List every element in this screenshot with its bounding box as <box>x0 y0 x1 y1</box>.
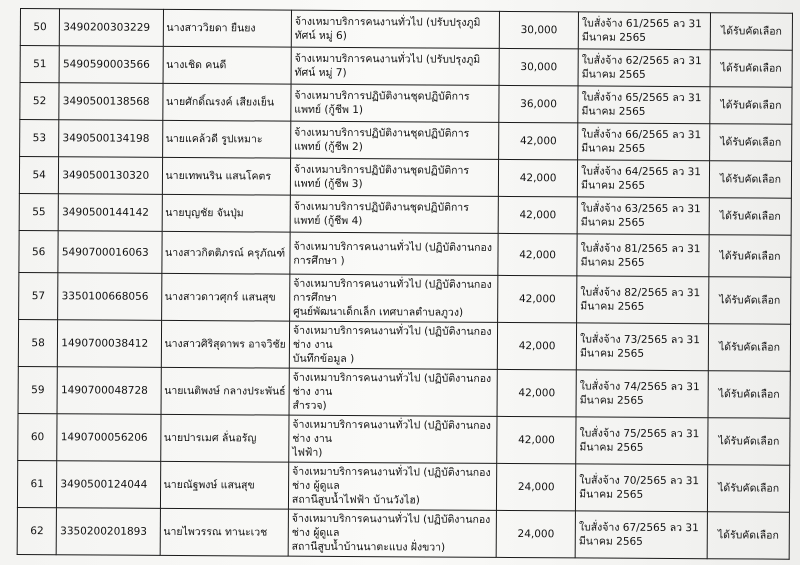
order-reference <box>578 49 710 87</box>
amount: 42,000 <box>497 416 576 463</box>
reference-line: ใบสั่งจ้าง 75/2565 ลว 31 <box>579 427 700 441</box>
reference-line: ใบสั่งจ้าง 81/2565 ลว 31 <box>580 241 701 255</box>
table-row <box>19 193 791 235</box>
job-description <box>288 462 497 510</box>
id-number: 3490500144142 <box>58 194 161 232</box>
table-row <box>18 413 790 465</box>
row-number: 62 <box>17 507 57 554</box>
selection-result: ได้รับคัดเลือก <box>710 124 792 161</box>
reference-line: ใบสั่งจ้าง 82/2565 ลว 31 <box>580 286 701 300</box>
amount: 42,000 <box>498 275 577 322</box>
job-line: จ้างเหมาบริการปฏิบัติงานชุดปฏิบัติการแพทย์ (กู้ชีพ 3) <box>293 163 470 191</box>
row-number: 55 <box>19 193 59 230</box>
reference-line: มีนาคม 2565 <box>579 394 644 407</box>
selection-result: ได้รับคัดเลือก <box>710 87 792 124</box>
amount: 24,000 <box>497 463 576 510</box>
job-line: จ้างเหมาบริการคนงานทั่วไป (ปฏิบัติงานกองช่าง งาน <box>292 418 491 445</box>
person-name: นายณัฐพงษ์ แสนสุข <box>160 461 289 509</box>
amount: 42,000 <box>497 369 576 416</box>
reference-line: มีนาคม 2565 <box>581 105 646 118</box>
row-number: 54 <box>19 157 59 194</box>
table-row <box>18 366 790 418</box>
reference-line: ใบสั่งจ้าง 67/2565 ลว 31 <box>578 521 699 535</box>
selection-result: ได้รับคัดเลือก <box>708 324 790 371</box>
reference-line: มีนาคม 2565 <box>581 68 646 81</box>
id-number: 3490500124044 <box>57 461 160 509</box>
reference-line: มีนาคม 2565 <box>580 255 645 269</box>
id-number: 3490500134198 <box>59 120 162 158</box>
job-description <box>289 415 498 463</box>
id-number: 3490500130320 <box>59 157 162 195</box>
amount: 42,000 <box>499 159 578 196</box>
order-reference <box>576 323 708 371</box>
job-description <box>291 84 499 122</box>
table-row <box>20 120 792 162</box>
selection-results-table <box>17 8 793 560</box>
job-line: จ้างเหมาบริการปฏิบัติงานชุดปฏิบัติการแพทย์ (กู้ชีพ 1) <box>294 89 470 117</box>
reference-line: ใบสั่งจ้าง 66/2565 ลว 31 <box>581 128 702 142</box>
person-name: นายบุญชัย จันปุ่ม <box>162 194 291 232</box>
job-description <box>291 121 499 159</box>
order-reference <box>578 12 710 50</box>
amount: 42,000 <box>498 233 577 275</box>
job-description <box>288 509 497 557</box>
reference-line: ใบสั่งจ้าง 74/2565 ลว 31 <box>579 380 700 394</box>
job-description <box>290 195 498 233</box>
reference-line: ใบสั่งจ้าง 70/2565 ลว 31 <box>579 474 700 488</box>
row-number: 61 <box>17 460 57 507</box>
job-description <box>289 321 498 369</box>
reference-line: มีนาคม 2565 <box>580 216 645 229</box>
row-number: 60 <box>18 413 58 460</box>
job-line: สถานีสูบน้ำไฟฟ้า บ้านวังไฮ) <box>291 493 420 507</box>
row-number: 56 <box>19 230 59 272</box>
job-line: บันทึกข้อมูล ) <box>292 352 355 366</box>
reference-line: ใบสั่งจ้าง 62/2565 ลว 31 <box>581 54 702 68</box>
id-number: 3350100668056 <box>58 273 161 321</box>
person-name: นายแคล้วดี รูปเหมาะ <box>162 120 291 158</box>
selection-result: ได้รับคัดเลือก <box>710 13 792 50</box>
job-line: จ้างเหมาบริการคนงานทั่วไป (ปฏิบัติงานกองช่าง ผู้ดูแล <box>291 512 491 539</box>
job-line: สถานีสูบน้ำบ้านนาตะแบง ฝั่งขวา) <box>291 540 446 554</box>
table-body <box>17 9 792 560</box>
person-name: นางสาวศิริสุดาพร อาจวิชัย <box>161 320 290 368</box>
table-row <box>20 9 792 51</box>
row-number: 52 <box>20 83 60 120</box>
job-line: จ้างเหมาบริการคนงานทั่วไป (ปรับปรุงภูมิทัศน์ หมู่ 6) <box>294 15 481 42</box>
selection-result: ได้รับคัดเลือก <box>709 277 791 324</box>
reference-line: มีนาคม 2565 <box>581 31 646 44</box>
table-row <box>19 157 791 199</box>
person-name: นายเทพนริน แสนโคตร <box>162 157 291 195</box>
row-number: 57 <box>19 272 59 319</box>
reference-line: ใบสั่งจ้าง 73/2565 ลว 31 <box>580 333 700 347</box>
person-name: นางสาวดาวศุกร์ แสนสุข <box>161 273 290 321</box>
id-number: 1490700048728 <box>57 367 160 415</box>
table-row <box>18 319 790 371</box>
selection-result: ได้รับคัดเลือก <box>708 418 790 465</box>
row-number: 59 <box>18 366 58 413</box>
job-line: ศูนย์พัฒนาเด็กเล็ก เทศบาลตำบลภูวง) <box>293 305 464 319</box>
order-reference <box>577 197 709 235</box>
order-reference <box>575 511 707 559</box>
job-line: จ้างเหมาบริการคนงานทั่วไป (ปฏิบัติงานกองช่าง งาน <box>292 324 492 351</box>
order-reference <box>578 123 710 161</box>
person-name: นายศักดิ์ณรงค์ เสียงเย็น <box>162 83 291 121</box>
amount: 42,000 <box>498 196 577 233</box>
person-name: นายปารเมศ ลั่นอรัญ <box>160 414 289 462</box>
job-line: จ้างเหมาบริการคนงานทั่วไป (ปฏิบัติงานกองช่าง งาน <box>292 371 492 398</box>
row-number: 53 <box>20 120 60 157</box>
job-line: จ้างเหมาบริการคนงานทั่วไป (ปรับปรุงภูมิทัศน์ หมู่ 7) <box>294 52 481 79</box>
reference-line: มีนาคม 2565 <box>581 179 646 192</box>
id-number: 1490700038412 <box>58 320 161 368</box>
job-line: จ้างเหมาบริการคนงานทั่วไป (ปฏิบัติงานกองการศึกษา <box>293 277 492 304</box>
selection-result: ได้รับคัดเลือก <box>707 512 789 559</box>
order-reference <box>576 417 708 465</box>
reference-line: มีนาคม 2565 <box>578 535 643 548</box>
job-description <box>291 10 499 48</box>
person-name: นายเนติพงษ์ กลางประพันธ์ <box>161 367 290 415</box>
job-line: จ้างเหมาบริการปฏิบัติงานชุดปฏิบัติการแพทย์ (กู้ชีพ 2) <box>294 126 470 154</box>
amount: 36,000 <box>499 85 578 122</box>
job-description <box>290 158 498 196</box>
id-number: 3350200201893 <box>57 508 160 556</box>
reference-line: มีนาคม 2565 <box>581 142 646 155</box>
order-reference <box>578 86 710 124</box>
selection-result: ได้รับคัดเลือก <box>709 161 791 198</box>
person-name: นายไพวรรณ ทานะเวช <box>160 508 289 556</box>
amount: 24,000 <box>496 510 575 557</box>
selection-result: ได้รับคัดเลือก <box>708 371 790 418</box>
selection-result: ได้รับคัดเลือก <box>709 235 791 277</box>
table-row <box>17 507 789 559</box>
reference-line: ใบสั่งจ้าง 65/2565 ลว 31 <box>581 91 702 105</box>
amount: 42,000 <box>497 322 576 369</box>
row-number: 51 <box>20 46 60 83</box>
person-name: นางเชิด คนดี <box>163 46 292 84</box>
person-name: นางสาวกิตติภรณ์ ครุภัณฑ์ <box>161 231 290 274</box>
reference-line: มีนาคม 2565 <box>579 347 645 360</box>
id-number: 5490700016063 <box>58 231 161 274</box>
table-row <box>19 272 791 324</box>
job-line: จ้างเหมาบริการคนงานทั่วไป (ปฏิบัติงานกองการศึกษา ) <box>293 240 493 267</box>
reference-line: มีนาคม 2565 <box>580 300 645 313</box>
selection-result: ได้รับคัดเลือก <box>708 465 790 512</box>
table-row <box>20 83 792 125</box>
order-reference <box>577 234 709 277</box>
selection-result: ได้รับคัดเลือก <box>709 198 791 235</box>
order-reference <box>577 160 709 198</box>
job-line: จ้างเหมาบริการปฏิบัติงานชุดปฏิบัติการแพทย์ (กู้ชีพ 4) <box>293 200 469 228</box>
job-line: สำรวจ) <box>292 399 327 412</box>
job-line: จ้างเหมาบริการคนงานทั่วไป (ปฏิบัติงานกองช่าง ผู้ดูแล <box>291 465 491 492</box>
table-row <box>17 460 789 512</box>
row-number: 50 <box>20 9 60 46</box>
order-reference <box>577 276 709 324</box>
table-row <box>20 46 792 88</box>
job-description <box>289 368 498 416</box>
row-number: 58 <box>18 319 58 366</box>
reference-line: ใบสั่งจ้าง 64/2565 ลว 31 <box>581 165 701 179</box>
id-number: 1490700056206 <box>57 414 160 462</box>
job-description <box>291 47 499 85</box>
selection-result: ได้รับคัดเลือก <box>710 50 792 87</box>
job-description <box>290 232 498 275</box>
reference-line: ใบสั่งจ้าง 61/2565 ลว 31 <box>582 17 702 31</box>
amount: 30,000 <box>499 11 578 48</box>
table-row <box>19 230 791 277</box>
amount: 30,000 <box>499 48 578 85</box>
id-number: 3490200303229 <box>60 9 163 47</box>
id-number: 3490500138568 <box>59 83 162 121</box>
amount: 42,000 <box>499 122 578 159</box>
order-reference <box>576 464 708 512</box>
reference-line: มีนาคม 2565 <box>579 488 644 501</box>
job-description <box>290 274 499 322</box>
reference-line: มีนาคม 2565 <box>579 441 644 454</box>
order-reference <box>576 370 708 418</box>
id-number: 5490590003566 <box>59 46 162 84</box>
job-line: ไฟฟ้า) <box>292 446 323 459</box>
person-name: นางสาววิยดา ยืนยง <box>163 9 292 47</box>
reference-line: ใบสั่งจ้าง 63/2565 ลว 31 <box>580 202 701 216</box>
